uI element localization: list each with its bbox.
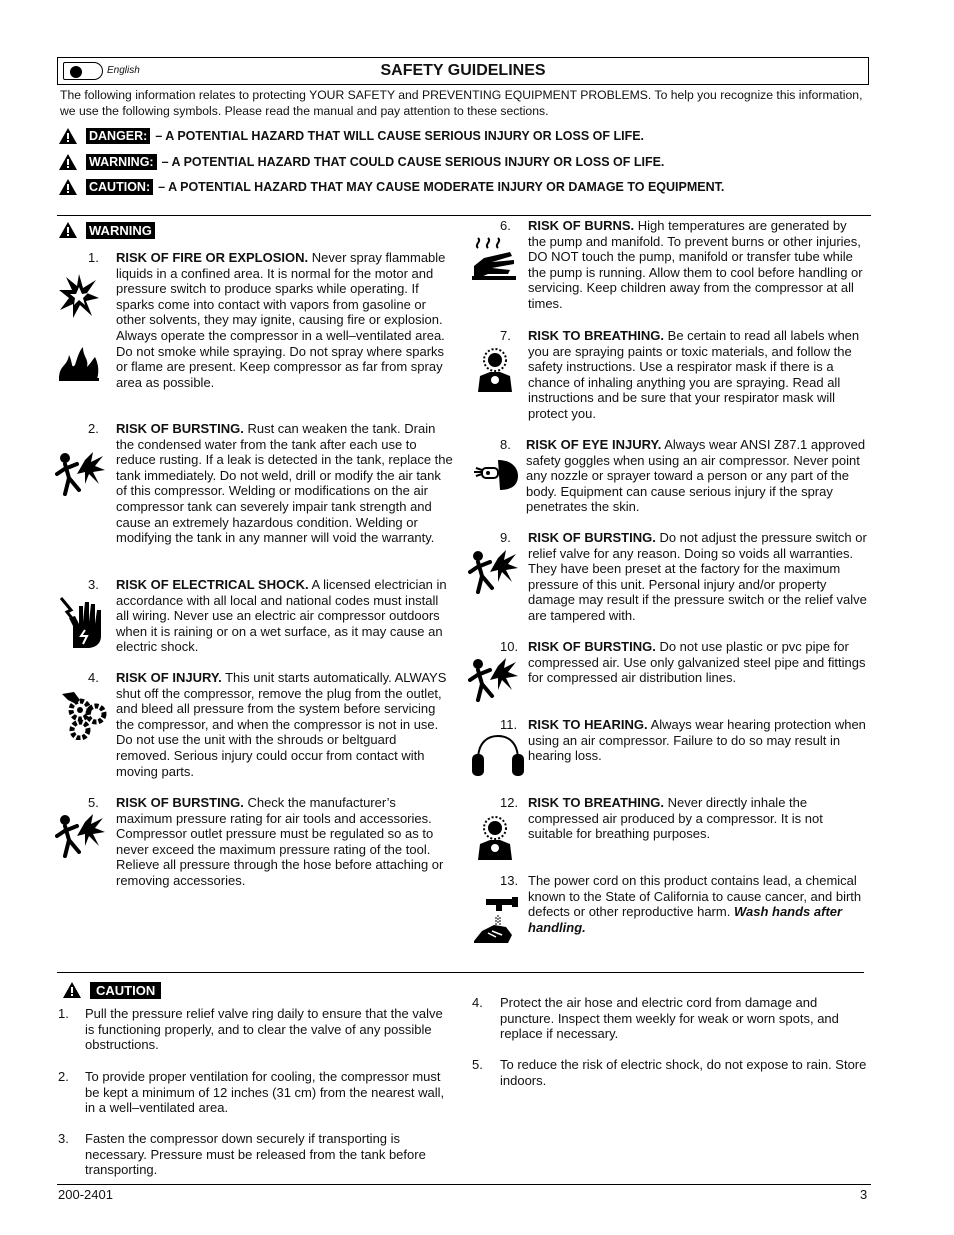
warning-section-label: WARNING: [86, 222, 155, 239]
danger-text: – A POTENTIAL HAZARD THAT WILL CAUSE SERIOUS INJURY OR LOSS OF LIFE.: [155, 129, 645, 143]
item-text: Pull the pressure relief valve ring daily to ensure that the valve is functioning properly, and to clear the valve of any possible obstructions.: [85, 1006, 443, 1053]
wash-hands-faucet-icon: [472, 895, 520, 945]
item-text: Protect the air hose and electric cord from damage and puncture. Inspect them weekly for weak or worn spots, and replace if necessary.: [500, 995, 839, 1042]
alert-triangle-icon: [58, 178, 78, 196]
hearing-protection-icon: [470, 734, 526, 780]
item-heading: RISK OF EYE INJURY.: [526, 437, 662, 452]
item-body: Always wear ANSI Z87.1 approved safety goggles when using an air compressor. Never point any nozzle or sprayer toward a person or any part of the body. Equipment can cause serious injury if the spray penetrates the skin.: [526, 437, 866, 515]
safety-goggles-icon: [472, 458, 520, 492]
bursting-person-icon: [55, 450, 107, 498]
item-number: 2.: [58, 1069, 69, 1084]
warning-section-header: [58, 220, 160, 240]
item-number: 13.: [500, 873, 519, 888]
item-heading: RISK OF FIRE OR EXPLOSION.: [116, 250, 309, 265]
electric-shock-hand-icon: [57, 596, 103, 650]
section-divider: [57, 215, 871, 216]
bursting-person-icon: [468, 656, 520, 704]
bursting-person-icon: [468, 548, 520, 596]
alert-triangle-icon: [58, 153, 78, 171]
item-body: A licensed electrician in accordance with all local and national codes must install all wiring. Never use an electric air compressor outdoors when it is raining or on a wet surface, as it may cause an electric shock.: [116, 577, 447, 655]
item-body: Do not adjust the pressure switch or relief valve for any reason. Doing so voids all warranties. They have been preset at the factory for the maximum pressure of this unit. Personal injury and/or property damage may result if the pressure switch or the relief valve are tampered with.: [528, 530, 867, 623]
caution-section-label: CAUTION: [90, 982, 161, 999]
item-body: Always wear hearing protection when using an air compressor. Failure to do so may result in hearing loss.: [528, 717, 866, 764]
item-body: Do not use plastic or pvc pipe for compressed air. Use only galvanized steel pipe and fittings for compressed air distribution lines.: [528, 639, 866, 686]
item-body: Never directly inhale the compressed air produced by a compressor. It is not suitable for breathing purposes.: [528, 795, 823, 842]
page-number: 3: [860, 1187, 868, 1202]
warning-tag: WARNING:: [86, 154, 157, 170]
item-text: Fasten the compressor down securely if transporting is necessary. Pressure must be released from the tank before transporting.: [85, 1131, 426, 1178]
section-divider: [57, 972, 864, 973]
item-body: This unit starts automatically. ALWAYS shut off the compressor, remove the plug from the outlet, and bleed all pressure from the system before servicing the compressor, and when the compressor is not in use. Do not use the unit with the shrouds or beltguard removed. Serious injury could occur from contact with moving parts.: [116, 670, 447, 779]
item-number: 3.: [88, 577, 99, 592]
item-body: The power cord on this product contains lead, a chemical known to the State of California to cause cancer, and birth defects or other reproductive harm.: [528, 873, 862, 920]
item-body: Never spray flammable liquids in a confined area. It is normal for the motor and pressure switch to produce sparks while operating. If sparks come into contact with vapors from gasoline or other solvents, they may ignite, causing fire or explosion. Always operate the compressor in a well–ventilated area. Do not smoke while spraying. Do not spray where sparks or flame are present. Keep compressor as far from spray area as possible.: [116, 250, 446, 390]
item-heading: RISK TO HEARING.: [528, 717, 648, 732]
danger-definition: [58, 126, 644, 146]
caution-text: – A POTENTIAL HAZARD THAT MAY CAUSE MODERATE INJURY OR DAMAGE TO EQUIPMENT.: [158, 180, 725, 194]
item-tail: Wash hands after handling.: [528, 904, 843, 935]
item-number: 6.: [500, 218, 511, 233]
caution-definition: [58, 177, 724, 197]
item-number: 8.: [500, 437, 511, 452]
document-number: 200-2401: [58, 1187, 113, 1202]
item-body: High temperatures are generated by the pump and manifold. To prevent burns or other injuries, DO NOT touch the pump, manifold or transfer tube while the pump is running. Allow them to cool before handling or servicing. Keep children away from the compressor at all times.: [528, 218, 863, 311]
item-number: 1.: [88, 250, 99, 265]
page-title: SAFETY GUIDELINES: [380, 62, 546, 79]
hot-surface-hand-icon: [470, 236, 518, 282]
item-number: 9.: [500, 530, 511, 545]
alert-triangle-icon: [58, 127, 78, 145]
bursting-person-icon: [55, 812, 107, 860]
explosion-icon: [58, 272, 100, 320]
fire-icon: [57, 345, 101, 381]
item-heading: RISK TO BREATHING.: [528, 795, 665, 810]
alert-triangle-icon: [62, 981, 82, 999]
item-number: 12.: [500, 795, 519, 810]
item-heading: RISK OF ELECTRICAL SHOCK.: [116, 577, 309, 592]
item-heading: RISK TO BREATHING.: [528, 328, 665, 343]
item-text: To reduce the risk of electric shock, do not expose to rain. Store indoors.: [500, 1057, 867, 1088]
moving-parts-gears-icon: [60, 688, 110, 740]
item-number: 2.: [88, 421, 99, 436]
item-body: Check the manufacturer’s maximum pressure rating for air tools and accessories. Compressor outlet pressure must be regulated so as to never exceed the maximum pressure rating of the tool. Relieve all pressure through the hose before attaching or removing accessories.: [116, 795, 444, 888]
language-label: English: [107, 65, 140, 76]
item-number: 5.: [88, 795, 99, 810]
item-number: 11.: [500, 717, 518, 732]
footer-divider: [57, 1184, 871, 1185]
item-body: Be certain to read all labels when you are spraying paints or toxic materials, and follow the safety instructions. Use a respirator mask if there is a chance of inhaling anything you are spraying. Read all instructions and be sure that your respirator mask will protect you.: [528, 328, 860, 421]
alert-triangle-icon: [58, 221, 78, 239]
item-number: 4.: [88, 670, 99, 685]
item-number: 3.: [58, 1131, 69, 1146]
item-number: 1.: [58, 1006, 69, 1021]
item-heading: RISK OF BURSTING.: [116, 795, 244, 810]
warning-text: – A POTENTIAL HAZARD THAT COULD CAUSE SERIOUS INJURY OR LOSS OF LIFE.: [161, 155, 665, 169]
item-number: 5.: [472, 1057, 483, 1072]
item-number: 4.: [472, 995, 483, 1010]
respirator-person-icon: [472, 816, 518, 862]
item-body: Rust can weaken the tank. Drain the condensed water from the tank after each use to reduce rusting. If a leak is detected in the tank, replace the tank immediately. Do not weld, drill or modify the air tank of this compressor. Welding or modifications on the air compressor tank can severely impair tank strength and cause an extremely hazardous condition. Welding or modifying the tank in any manner will void the warranty.: [116, 421, 453, 546]
item-heading: RISK OF BURNS.: [528, 218, 635, 233]
intro-paragraph: The following information relates to protecting YOUR SAFETY and PREVENTING EQUIPMENT PROBLEMS. To help you recognize this information, we use the following symbols. Please read the manual and pay attention to these sections.: [60, 88, 863, 118]
item-text: To provide proper ventilation for cooling, the compressor must be kept a minimum of 12 inches (31 cm) from the nearest wall, in a well–ventilated area.: [85, 1069, 445, 1116]
item-number: 7.: [500, 328, 511, 343]
respirator-person-icon: [472, 348, 518, 394]
item-heading: RISK OF BURSTING.: [528, 530, 656, 545]
caution-section-header: [62, 980, 166, 1000]
item-heading: RISK OF BURSTING.: [116, 421, 244, 436]
item-heading: RISK OF BURSTING.: [528, 639, 656, 654]
warning-definition: [58, 152, 664, 172]
caution-tag: CAUTION:: [86, 179, 153, 195]
danger-tag: DANGER:: [86, 128, 150, 144]
title-bar: [57, 57, 869, 85]
item-heading: RISK OF INJURY.: [116, 670, 222, 685]
item-number: 10.: [500, 639, 519, 654]
